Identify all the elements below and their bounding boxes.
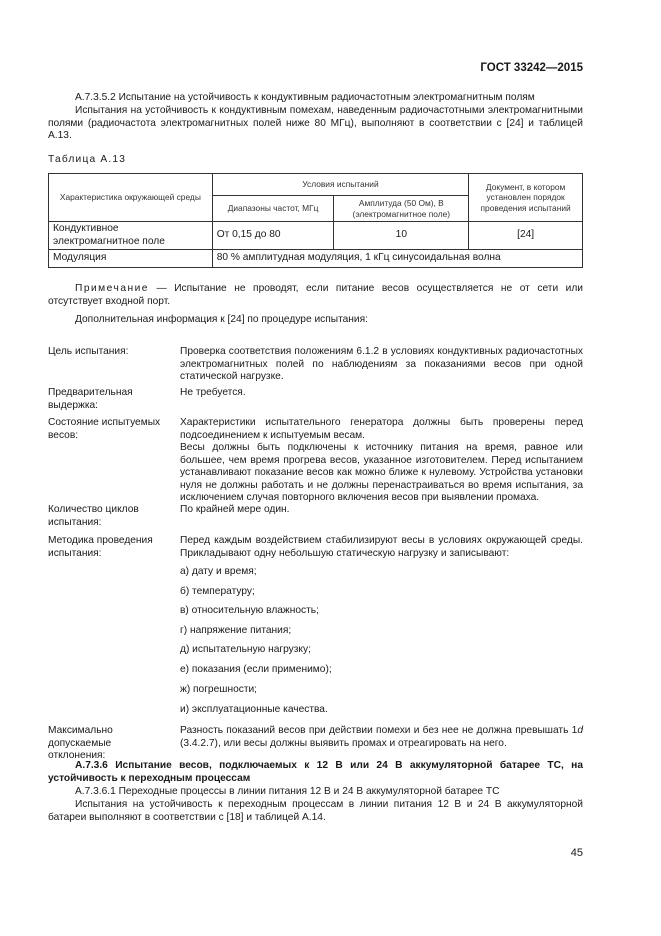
note-text: — Испытание не проводят, если питание весов осуществляется не от сети или отсутствует входной порт. <box>48 283 583 307</box>
preconditioning-label: Предварительная выдержка: <box>48 387 133 411</box>
list-item: а) дату и время; <box>180 566 257 577</box>
max-deviation-text-b: (3.4.2.7), или весы должны выявить промах и отреагировать на него. <box>180 737 507 749</box>
table-cell-doc: [24] <box>469 222 583 250</box>
document-header: ГОСТ 33242—2015 <box>480 62 583 74</box>
method-label: Методика проведения испытания: <box>48 535 153 559</box>
table-header-conditions: Условия испытаний <box>212 174 469 196</box>
subsection-heading-a7361: А.7.3.6.1 Переходные процессы в линии питания 12 В и 24 В аккумуляторной батарее ТС <box>75 786 500 797</box>
state-value-2: Весы должны быть подключены к источнику питания на время, равное или большее, чем время прогрева весов, указанное изготовителем. Перед испытанием устанавливают показание весов как можно ближе к нулевому. Устройства установки нуля не должны работать и не должны перенастраиваться во время испытания, за исключением случая повторного включения весов при выявлении промаха. <box>180 442 583 504</box>
state-label: Состояние испытуемых весов: <box>48 417 161 441</box>
preconditioning-value: Не требуется. <box>180 387 246 398</box>
max-deviation-label: Максимально допускаемые отклонения: <box>48 725 113 762</box>
max-deviation-symbol: d <box>577 725 583 736</box>
max-deviation-value <box>180 725 583 750</box>
list-item: д) испытательную нагрузку; <box>180 644 311 655</box>
section-heading-a736: А.7.3.6 Испытание весов, подключаемых к 12 В или 24 В аккумуляторной батарее ТС, на устойчивость к переходным процессам <box>48 760 583 784</box>
list-item: и) эксплуатационные качества. <box>180 704 328 715</box>
cycles-label: Количество циклов испытания: <box>48 504 139 528</box>
cycles-value: По крайней мере один. <box>180 504 290 515</box>
table-header-document: Документ, в котором установлен порядок проведения испытаний <box>469 174 583 222</box>
method-value: Перед каждым воздействием стабилизируют весы в условиях окружающей среды. Прикладывают одну небольшую статическую нагрузку и записывают: <box>180 535 583 559</box>
table-cell-modulation-label: Модуляция <box>49 250 213 268</box>
additional-info: Дополнительная информация к [24] по процедуре испытания: <box>75 314 368 325</box>
table-cell-modulation-value: 80 % амплитудная модуляция, 1 кГц синусоидальная волна <box>212 250 582 268</box>
table-cell-freq: От 0,15 до 80 <box>212 222 334 250</box>
list-item: г) напряжение питания; <box>180 625 292 636</box>
list-item: е) показания (если применимо); <box>180 664 332 675</box>
table-cell-env: Кондуктивное электромагнитное поле <box>49 222 213 250</box>
list-item: ж) погрешности; <box>180 684 258 695</box>
table-header-freq: Диапазоны частот, МГц <box>212 196 334 222</box>
list-item: в) относительную влажность; <box>180 605 319 616</box>
table-header-amplitude: Амплитуда (50 Ом), В (электромагнитное поле) <box>334 196 469 222</box>
max-deviation-text-a: Разность показаний весов при действии помехи и без нее не должна превышать 1 <box>180 725 578 736</box>
state-value-1: Характеристики испытательного генератора должны быть проверены перед подсоединением к испытуемым весам. <box>180 417 583 441</box>
subsection-text: Испытания на устойчивость к переходным процессам в линии питания 12 В и 24 В аккумуляторной батареи выполняют в соответствии с [18] и таблицей А.14. <box>48 799 583 823</box>
table-header-env: Характеристика окружающей среды <box>49 174 213 222</box>
section-text: Испытания на устойчивость к кондуктивным помехам, наведенным радиочастотными электромагнитными полями (радиочастота электромагнитных полей ниже 80 МГц), выполняют в соответствии с [24] и таблицей А.13. <box>48 105 583 142</box>
table-caption: Таблица А.13 <box>48 154 127 165</box>
table-cell-amplitude: 10 <box>334 222 469 250</box>
goal-value: Проверка соответствия положениям 6.1.2 в условиях кондуктивных радиочастотных электромагнитных полей по наблюдениям за показаниями весов при одной статической нагрузке. <box>180 346 583 383</box>
table-a13 <box>48 173 583 268</box>
list-item: б) температуру; <box>180 586 255 597</box>
page-number: 45 <box>570 847 583 859</box>
table-note <box>48 283 583 308</box>
note-label: Примечание <box>75 283 149 294</box>
section-heading-a7352: А.7.3.5.2 Испытание на устойчивость к кондуктивным радиочастотным электромагнитным полям <box>75 92 535 103</box>
goal-label: Цель испытания: <box>48 346 129 357</box>
